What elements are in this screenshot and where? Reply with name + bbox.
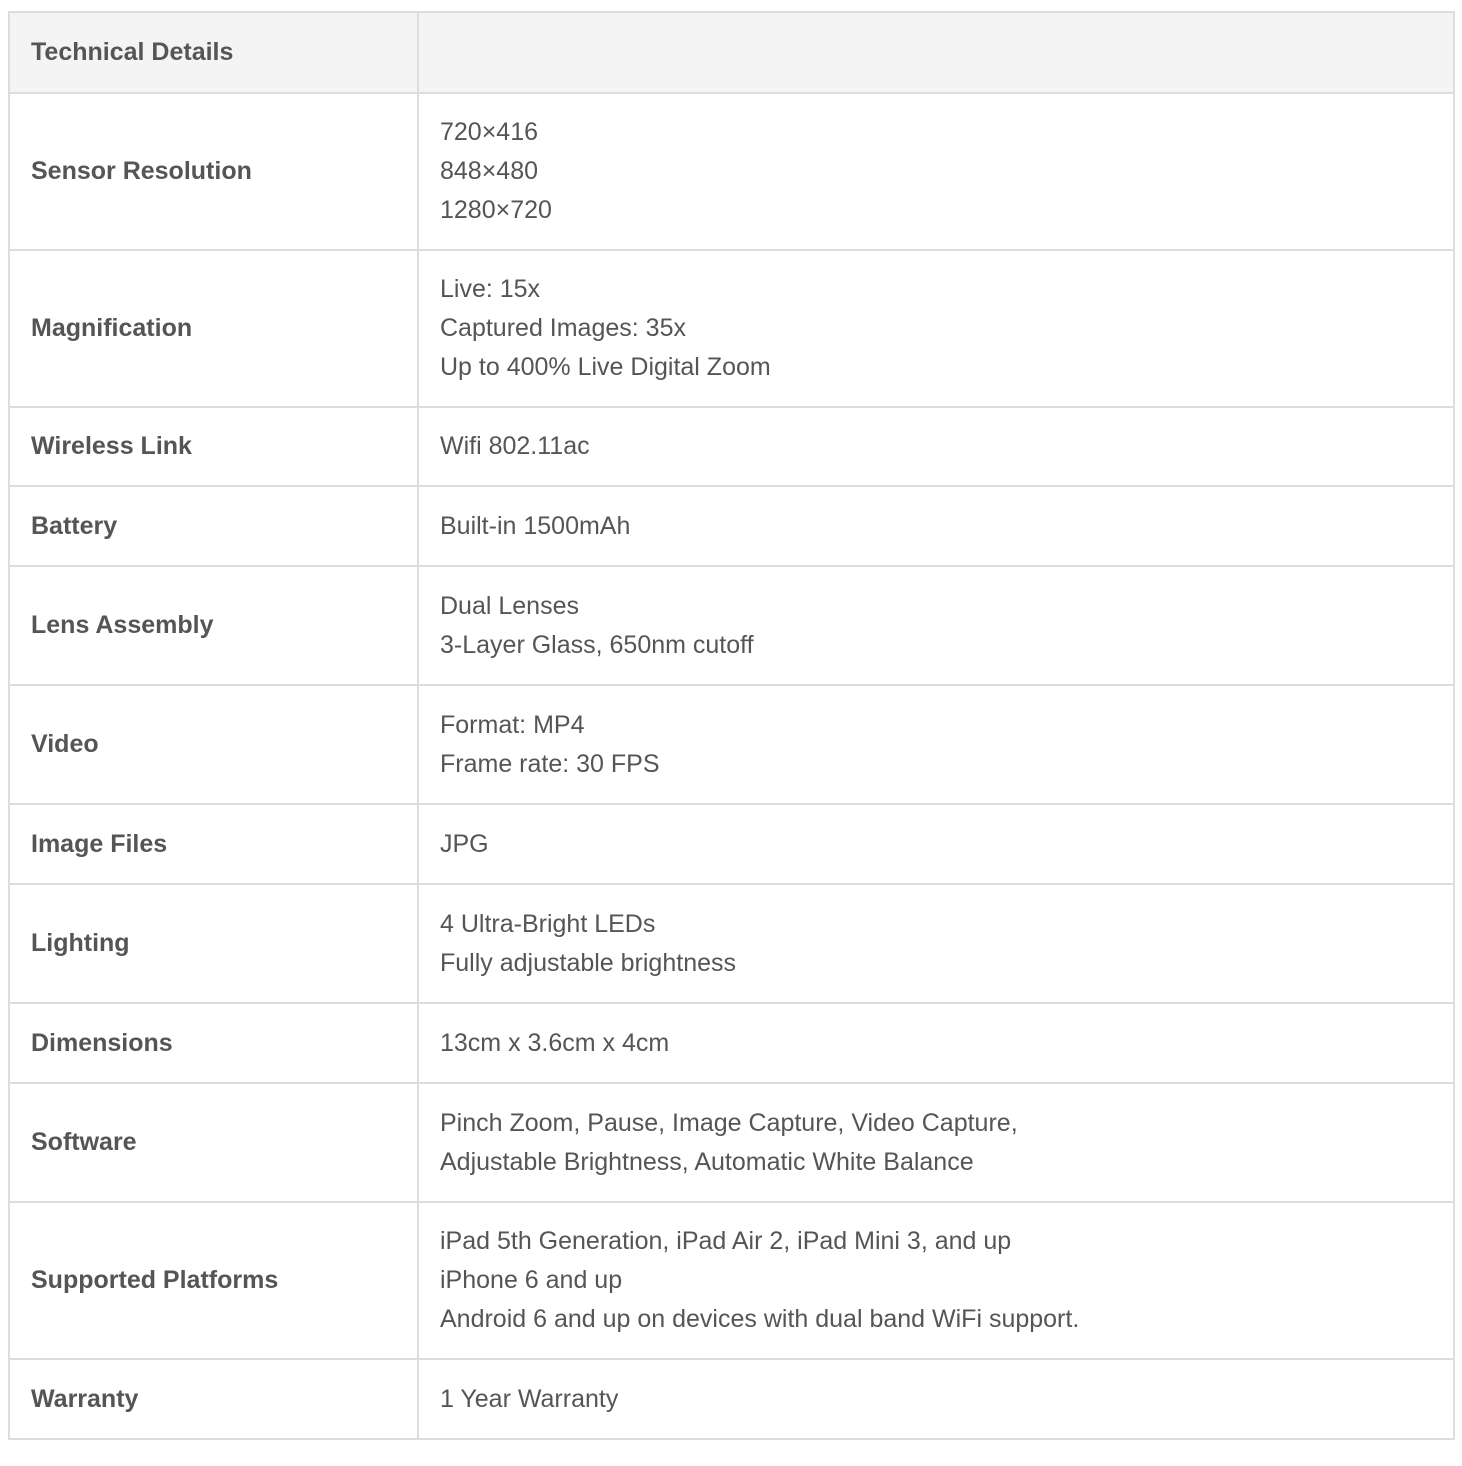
spec-value-line: Dual Lenses <box>440 591 579 620</box>
spec-value <box>418 1003 1454 1083</box>
spec-row-supported-platforms <box>9 1202 1454 1359</box>
spec-value-line: Android 6 and up on devices with dual band WiFi support. <box>440 1305 1080 1333</box>
table-header-row <box>9 12 1454 93</box>
spec-value-line: 13cm x 3.6cm x 4cm <box>440 1028 670 1057</box>
spec-value-line: Built-in 1500mAh <box>440 511 631 540</box>
technical-details-table <box>8 11 1455 1440</box>
spec-row-lighting <box>9 884 1454 1003</box>
spec-label: Lens Assembly <box>9 566 418 685</box>
spec-value-line: iPad 5th Generation, iPad Air 2, iPad Mini 3, and up <box>440 1227 1012 1255</box>
spec-value <box>418 884 1454 1003</box>
spec-value-line: Fully adjustable brightness <box>440 948 736 977</box>
spec-value <box>418 1083 1454 1202</box>
spec-value-line: 848×480 <box>440 157 539 185</box>
spec-label: Video <box>9 685 418 804</box>
spec-row-dimensions <box>9 1003 1454 1083</box>
spec-row-magnification <box>9 250 1454 407</box>
table-header-value <box>418 12 1454 93</box>
spec-value <box>418 804 1454 884</box>
spec-label: Sensor Resolution <box>9 93 418 250</box>
spec-value-line: 720×416 <box>440 118 539 146</box>
spec-value <box>418 1202 1454 1359</box>
spec-value <box>418 93 1454 250</box>
spec-value-line: Format: MP4 <box>440 710 585 739</box>
spec-label: Supported Platforms <box>9 1202 418 1359</box>
spec-label: Magnification <box>9 250 418 407</box>
spec-value-line: 4 Ultra-Bright LEDs <box>440 909 656 938</box>
spec-row-battery <box>9 486 1454 566</box>
spec-value-line: Wifi 802.11ac <box>440 432 590 460</box>
spec-value-line: JPG <box>440 829 489 858</box>
spec-rows <box>9 93 1454 1439</box>
spec-label: Image Files <box>9 804 418 884</box>
spec-row-wireless-link <box>9 407 1454 486</box>
spec-value <box>418 1359 1454 1439</box>
spec-value-line: Captured Images: 35x <box>440 314 686 342</box>
spec-label: Warranty <box>9 1359 418 1439</box>
spec-row-image-files <box>9 804 1454 884</box>
spec-label: Dimensions <box>9 1003 418 1083</box>
spec-label: Wireless Link <box>9 407 418 486</box>
spec-row-warranty <box>9 1359 1454 1439</box>
spec-label: Software <box>9 1083 418 1202</box>
spec-value-line: Frame rate: 30 FPS <box>440 749 660 778</box>
spec-row-sensor-resolution <box>9 93 1454 250</box>
spec-value-line: 1 Year Warranty <box>440 1384 619 1413</box>
table-title: Technical Details <box>9 12 418 93</box>
spec-value-line: 3-Layer Glass, 650nm cutoff <box>440 630 754 659</box>
spec-row-lens-assembly <box>9 566 1454 685</box>
spec-value-line: Live: 15x <box>440 275 541 303</box>
spec-value <box>418 566 1454 685</box>
spec-value <box>418 486 1454 566</box>
spec-value-line: Up to 400% Live Digital Zoom <box>440 353 771 381</box>
spec-value-line: iPhone 6 and up <box>440 1266 623 1294</box>
spec-row-software <box>9 1083 1454 1202</box>
spec-label: Lighting <box>9 884 418 1003</box>
spec-value <box>418 685 1454 804</box>
spec-label: Battery <box>9 486 418 566</box>
spec-value <box>418 407 1454 486</box>
spec-value-line: Adjustable Brightness, Automatic White Balance <box>440 1147 974 1176</box>
spec-value-line: Pinch Zoom, Pause, Image Capture, Video Capture, <box>440 1108 1018 1137</box>
spec-row-video <box>9 685 1454 804</box>
spec-value-line: 1280×720 <box>440 196 552 224</box>
spec-value <box>418 250 1454 407</box>
